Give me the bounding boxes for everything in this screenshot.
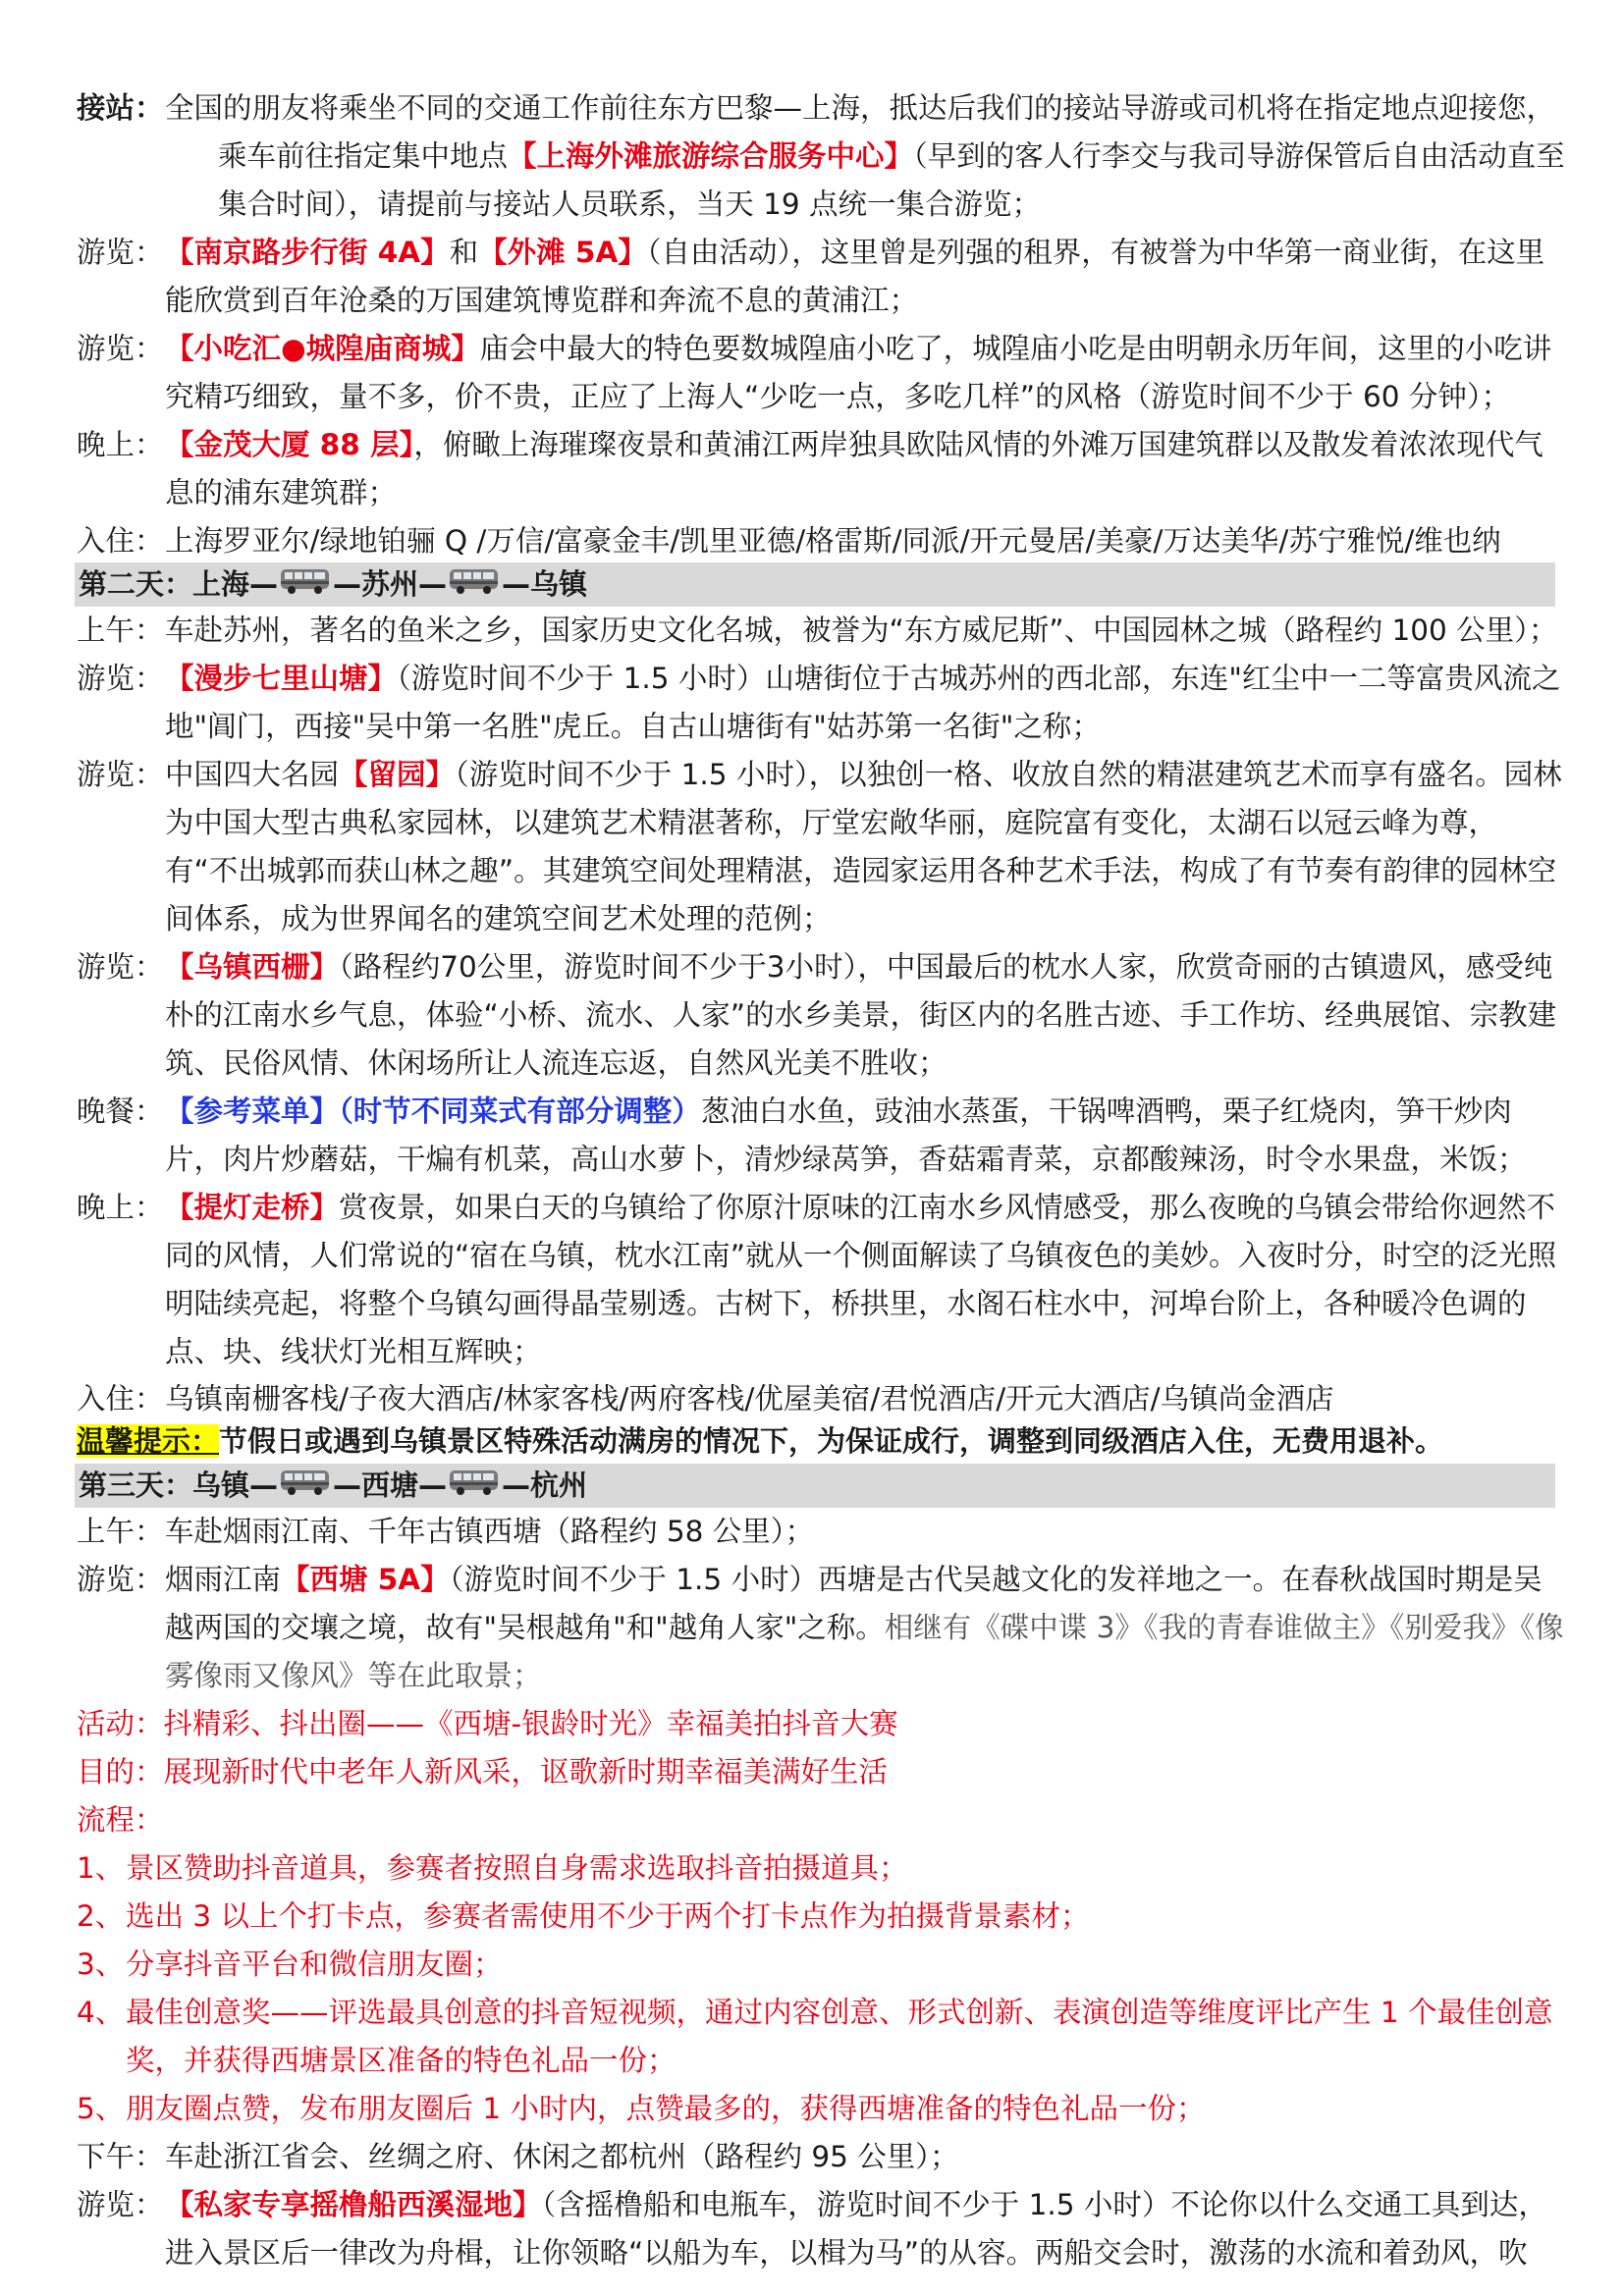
day2-header-mid: —苏州— xyxy=(333,567,448,601)
day1-evening-entry xyxy=(77,421,1569,517)
dinner-label: 晚餐： xyxy=(77,1095,164,1128)
evening-label: 晚上： xyxy=(77,1191,164,1224)
day2-hotels: 乌镇南栅客栈/子夜大酒店/林家客栈/两府客栈/优屋美宿/君悦酒店/开元大酒店/乌镇尚金酒店 xyxy=(165,1382,1334,1415)
place-chenghuang-temple: 【小吃汇●城隍庙商城】 xyxy=(165,332,480,365)
tour-label: 游览： xyxy=(77,1563,164,1596)
process-step xyxy=(77,1989,1569,2085)
pickup-rest xyxy=(218,133,1569,229)
pickup-place: 【上海外滩旅游综合服务中心】 xyxy=(508,139,914,173)
warm-tip-label: 温馨提示： xyxy=(77,1424,220,1458)
tour-label: 游览： xyxy=(77,662,164,695)
day1-tour2-entry xyxy=(77,325,1569,421)
tour-label: 游览： xyxy=(77,332,164,365)
place-lantern-bridge: 【提灯走桥】 xyxy=(165,1191,340,1224)
step-text: 最佳创意奖——评选最具创意的抖音短视频，通过内容创意、形式创新、表演创造等维度评比产生 1 个最佳创意奖，并获得西塘景区准备的特色礼品一份； xyxy=(126,1996,1553,2077)
purpose-text: 展现新时代中老年人新风采，讴歌新时期幸福美满好生活 xyxy=(163,1755,889,1789)
step-number: 5、 xyxy=(77,2092,125,2125)
bus-icon xyxy=(279,564,332,609)
pickup-text-b: （早到的客人行李交与我司导游保管后自由活动直至集合时间），请提前与接站人员联系，当天 19 点统一集合游览； xyxy=(218,139,1565,221)
day1-stay-entry xyxy=(77,517,1569,565)
place-jinmao-tower: 【金茂大厦 88 层】 xyxy=(165,428,414,461)
tour-label: 游览： xyxy=(77,2188,164,2221)
morning-label: 上午： xyxy=(77,1515,164,1548)
evening-label: 晚上： xyxy=(77,428,164,461)
morning-label: 上午： xyxy=(77,614,164,647)
day2-tour1-entry xyxy=(77,655,1569,751)
warm-tip xyxy=(77,1419,1569,1464)
day1-tour2-text: 庙会中最大的特色要数城隍庙小吃了，城隍庙小吃是由明朝永历年间，这里的小吃讲究精巧细致，量不多，价不贵，正应了上海人“少吃一点，多吃几样”的风格（游览时间不少于 60 分钟）； xyxy=(165,332,1552,413)
day3-afternoon-text: 车赴浙江省会、丝绸之府、休闲之都杭州（路程约 95 公里）； xyxy=(165,2140,959,2173)
day3-morning-entry xyxy=(77,1508,1569,1556)
process-step xyxy=(77,1941,1569,1989)
day2-dinner-entry xyxy=(77,1088,1569,1184)
activity-label: 活动： xyxy=(77,1707,164,1740)
place-xixi-wetland: 【私家专享摇橹船西溪湿地】 xyxy=(165,2188,542,2221)
day2-tour3-entry xyxy=(77,943,1569,1088)
bus-icon xyxy=(448,564,501,609)
day2-tour1-text: （游览时间不少于 1.5 小时）山塘街位于古城苏州的西北部，东连"红尘中一二等富贵风流之地"阊门，西接"吴中第一名胜"虎丘。自古山塘街有"姑苏第一名街"之称； xyxy=(165,662,1561,743)
process-label: 流程： xyxy=(77,1803,164,1837)
pickup-line1: 全国的朋友将乘坐不同的交通工作前往东方巴黎—上海，抵达后我们的接站导游或司机将在指定地点迎接您， xyxy=(165,91,1556,125)
process-step xyxy=(77,1844,1569,1893)
afternoon-label: 下午： xyxy=(77,2140,164,2173)
warm-tip-text: 节假日或遇到乌镇景区特殊活动满房的情况下，为保证成行，调整到同级酒店入住，无费用退补。 xyxy=(219,1424,1444,1458)
pickup-text-a: 乘车前往指定集中地点 xyxy=(218,139,509,173)
day2-header-end: —乌镇 xyxy=(502,567,588,601)
conjunction: 和 xyxy=(449,236,479,269)
step-text: 分享抖音平台和微信朋友圈； xyxy=(126,1948,503,1981)
place-lingering-garden: 【留园】 xyxy=(339,758,456,791)
step-text: 选出 3 以上个打卡点，参赛者需使用不少于两个打卡点作为拍摄背景素材； xyxy=(126,1899,1090,1933)
process-step xyxy=(77,2085,1569,2133)
day3-tour2-entry xyxy=(77,2181,1569,2277)
day2-evening-entry xyxy=(77,1184,1569,1376)
bus-icon xyxy=(279,1466,332,1510)
day1-tour1-entry xyxy=(77,229,1569,325)
pickup-label: 接站： xyxy=(77,91,164,125)
day3-tour1-text-b: （游览时间不少于 1.5 小时）西塘是古代吴越文化的发祥地之一。在春秋战国时期是吴越两国的交壤之境，故有"吴根越角"和"越角人家"之称。 xyxy=(165,1563,1543,1644)
menu-note: （时节不同菜式有部分调整） xyxy=(339,1095,701,1128)
day3-tour1-entry xyxy=(77,1556,1569,1700)
purpose-line xyxy=(77,1748,1569,1796)
day3-afternoon-entry xyxy=(77,2133,1569,2181)
day2-header-prefix: 第二天：上海— xyxy=(79,567,279,601)
day3-header xyxy=(75,1464,1555,1508)
day2-morning-entry xyxy=(77,607,1569,655)
day2-tour2-entry xyxy=(77,751,1569,943)
activity-text: 抖精彩、抖出圈——《西塘-银龄时光》幸福美拍抖音大赛 xyxy=(163,1707,898,1740)
step-number: 2、 xyxy=(77,1899,125,1933)
day2-tour3-text: （路程约70公里，游览时间不少于3小时），中国最后的枕水人家，欣赏奇丽的古镇遗风，感受纯朴的江南水乡气息，体验“小桥、流水、人家”的水乡美景，街区内的名胜古迹、手工作坊、经典展馆、宗教建筑、民俗风情、休闲场所让人流连忘返，自然风光美不胜收； xyxy=(165,950,1557,1080)
place-shantang-street: 【漫步七里山塘】 xyxy=(165,662,398,695)
purpose-label: 目的： xyxy=(77,1755,164,1789)
day3-header-mid: —西塘— xyxy=(333,1468,448,1502)
stay-label: 入住： xyxy=(77,1382,164,1415)
day3-tour1-text-a: 烟雨江南 xyxy=(165,1563,282,1596)
day2-tour2-text-b: （游览时间不少于 1.5 小时），以独创一格、收放自然的精湛建筑艺术而享有盛名。园林为中国大型古典私家园林，以建筑艺术精湛著称，厅堂宏敞华丽，庭院富有变化，太湖石以冠云峰为尊，有“不出城郭而获山林之趣”。其建筑空间处理精湛，造园家运用各种艺术手法，构成了有节奏有韵律的园林空间体系，成为世界闻名的建筑空间艺术处理的范例； xyxy=(165,758,1562,935)
tour-label: 游览： xyxy=(77,758,164,791)
pickup-entry xyxy=(77,84,1569,229)
day1-evening-text: ，俯瞰上海璀璨夜景和黄浦江两岸独具欧陆风情的外滩万国建筑群以及散发着浓浓现代气息的浦东建筑群； xyxy=(165,428,1543,509)
step-number: 3、 xyxy=(77,1948,125,1981)
process-step xyxy=(77,1893,1569,1941)
day2-stay-entry xyxy=(77,1375,1569,1423)
day3-tour2-text: （含摇橹船和电瓶车，游览时间不少于 1.5 小时）不论你以什么交通工具到达，进入景区后一律改为舟楫，让你领略“以船为车，以楫为马”的从容。两船交会时，激荡的水流和着劲风，吹 xyxy=(165,2188,1547,2269)
day2-morning-text: 车赴苏州，著名的鱼米之乡，国家历史文化名城，被誉为“东方威尼斯”、中国园林之城（路程约 100 公里）； xyxy=(165,614,1558,647)
menu-dishes: 葱油白水鱼，豉油水蒸蛋，干锅啤酒鸭，栗子红烧肉，笋干炒肉片，肉片炒蘑菇，干煸有机菜，高山水萝卜，清炒绿莴笋，香菇霜青菜，京都酸辣汤，时令水果盘，米饭； xyxy=(165,1095,1527,1176)
film-locations: 相继有《碟中谍 3》《我的青春谁做主》《别爱我》《像雾像雨又像风》等在此取景； xyxy=(165,1611,1564,1692)
step-number: 1、 xyxy=(77,1851,125,1885)
day3-header-end: —杭州 xyxy=(502,1468,588,1502)
step-text: 景区赞助抖音道具，参赛者按照自身需求选取抖音拍摄道具； xyxy=(126,1851,908,1885)
day2-header xyxy=(75,562,1555,607)
place-wuzhen-xizha: 【乌镇西栅】 xyxy=(165,950,340,984)
tour-label: 游览： xyxy=(77,950,164,984)
day3-morning-text: 车赴烟雨江南、千年古镇西塘（路程约 58 公里）； xyxy=(165,1515,815,1548)
day1-tour1-text: （自由活动），这里曾是列强的租界，有被誉为中华第一商业街，在这里能欣赏到百年沧桑的万国建筑博览群和奔流不息的黄浦江； xyxy=(165,236,1545,317)
bus-icon xyxy=(448,1466,501,1510)
tour-label: 游览： xyxy=(77,236,164,269)
day1-hotels: 上海罗亚尔/绿地铂骊 Q /万信/富豪金丰/凯里亚德/格雷斯/同派/开元曼居/美豪/万达美华/苏宁雅悦/维也纳 xyxy=(165,524,1501,558)
place-the-bund: 【外滩 5A】 xyxy=(478,236,647,269)
step-number: 4、 xyxy=(77,1996,125,2029)
step-text: 朋友圈点赞，发布朋友圈后 1 小时内，点赞最多的，获得西塘准备的特色礼品一份； xyxy=(126,2092,1206,2125)
place-xitang: 【西塘 5A】 xyxy=(281,1563,450,1596)
stay-label: 入住： xyxy=(77,524,164,558)
menu-title: 【参考菜单】 xyxy=(165,1095,340,1128)
day2-tour2-text-a: 中国四大名园 xyxy=(165,758,340,791)
day2-evening-text: 赏夜景，如果白天的乌镇给了你原汁原味的江南水乡风情感受，那么夜晚的乌镇会带给你迥然不同的风情，人们常说的“宿在乌镇，枕水江南”就从一个侧面解读了乌镇夜色的美妙。入夜时分，时空的泛光照明陆续亮起，将整个乌镇勾画得晶莹剔透。古树下，桥拱里，水阁石柱水中，河埠台阶上，各种暖冷色调的点、块、线状灯光相互辉映； xyxy=(165,1191,1557,1368)
place-nanjing-road: 【南京路步行街 4A】 xyxy=(165,236,450,269)
activity-line xyxy=(77,1700,1569,1748)
day3-header-prefix: 第三天：乌镇— xyxy=(79,1468,279,1502)
